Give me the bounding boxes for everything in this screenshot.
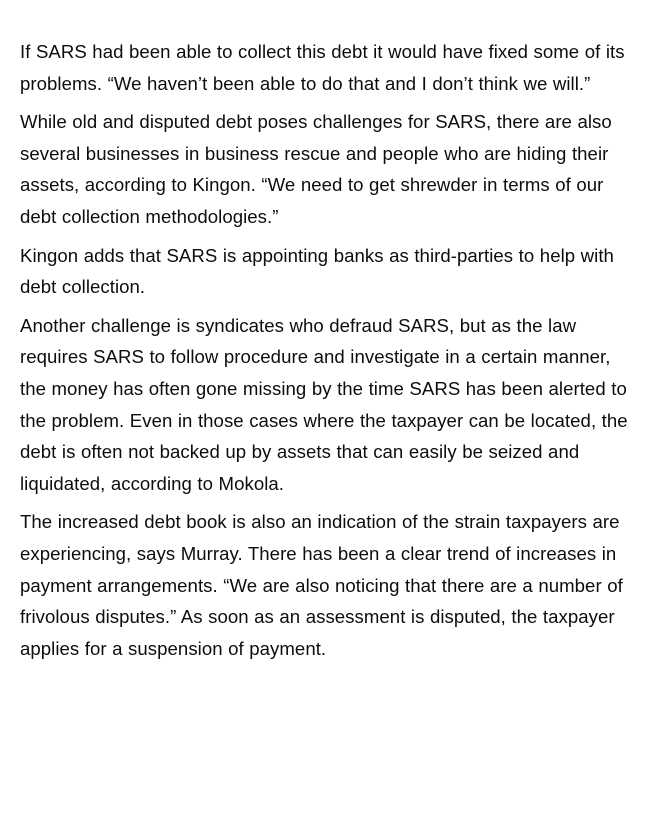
paragraph-banks-third-parties: Kingon adds that SARS is appointing banks as third-parties to help with debt collection.: [20, 244, 614, 298]
paragraph-old-disputed-debt: While old and disputed debt poses challenges for SARS, there are also several businesses in business rescue and people who are hiding their assets, according to Kingon. “We need to get shrewder in terms of our debt collection methodologies.”: [20, 111, 612, 227]
paragraph-syndicates-fraud: Another challenge is syndicates who defraud SARS, but as the law requires SARS to follow procedure and investigate in a certain manner, the money has often gone missing by the time SARS has been alerted to the problem. Even in those cases where the taxpayer can be located, the debt is often not backed up by assets that can easily be seized and liquidated, according to Mokola.: [20, 314, 628, 494]
document-body: [20, 36, 632, 671]
paragraph-debt-book-strain: The increased debt book is also an indication of the strain taxpayers are experiencing, says Murray. There has been a clear trend of increases in payment arrangements. “We are also noticing that there are a number of frivolous disputes.” As soon as an assessment is disputed, the taxpayer applies for a suspension of payment.: [20, 511, 623, 659]
paragraph-sars-debt-collection: If SARS had been able to collect this debt it would have fixed some of its problems. “We haven’t been able to do that and I don’t think we will.”: [20, 41, 625, 94]
